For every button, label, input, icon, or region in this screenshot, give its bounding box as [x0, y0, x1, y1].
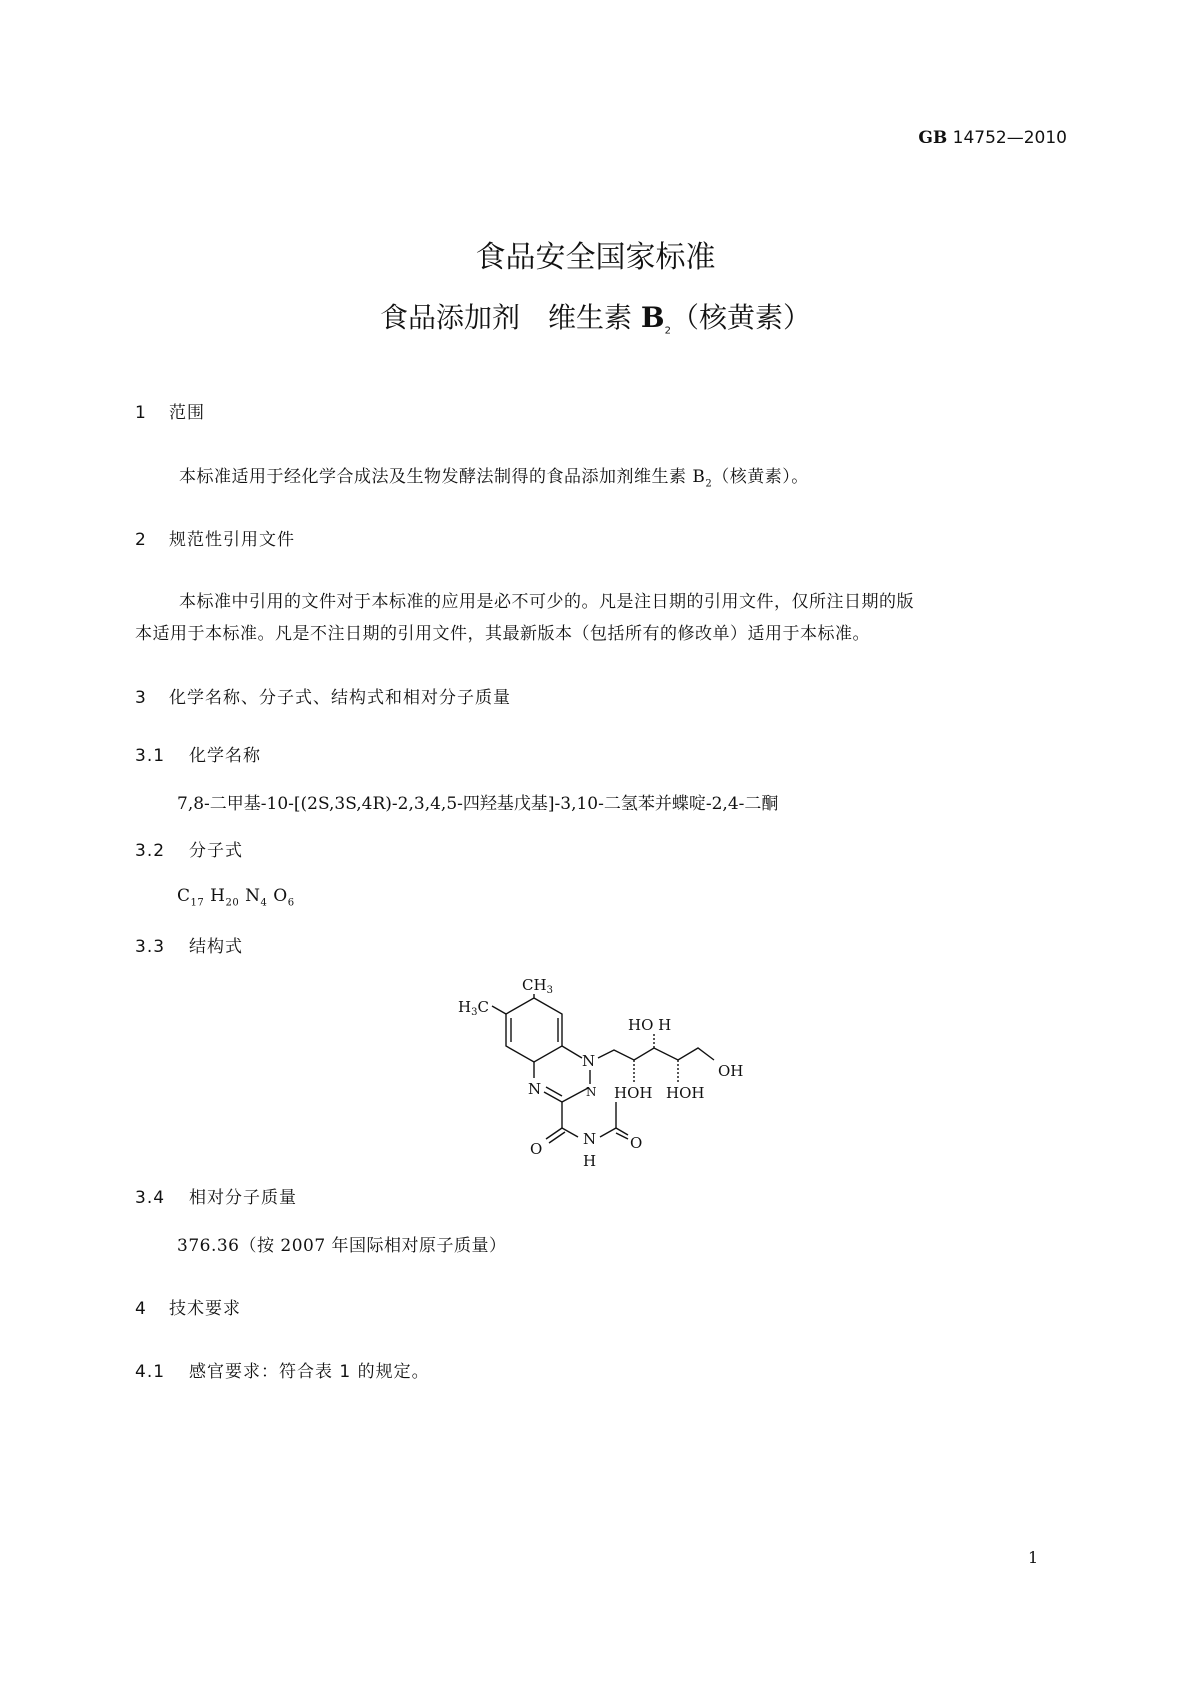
h3c-label: $H_3C$ — [458, 998, 489, 1018]
section-4-1-heading: 4.1 感官要求：符合表 1 的规定。 — [135, 1362, 430, 1382]
section-3-heading: 3 化学名称、分子式、结构式和相对分子质量 — [135, 688, 511, 708]
svg-text:O: O — [630, 1134, 643, 1152]
section-3-3-heading: 3.3 结构式 — [135, 937, 243, 957]
section-2-text-line2: 本适用于本标准。凡是不注日期的引用文件，其最新版本（包括所有的修改单）适用于本标准。 — [135, 624, 870, 644]
chemical-name: 7,8-二甲基-10-[(2S,3S,4R)-2,3,4,5-四羟基戊基]-3,10-二氢苯并蝶啶-2,4-二酮 — [177, 794, 779, 814]
section-1-heading: 1 范围 — [135, 403, 205, 423]
svg-text:N: N — [528, 1080, 542, 1098]
section-1-text: 本标准适用于经化学合成法及生物发酵法制得的食品添加剂维生素 $B_2$（核黄素）。 — [179, 467, 809, 490]
svg-text:N: N — [586, 1085, 597, 1099]
document-subtitle: 食品添加剂 维生素 $B_2$（核黄素） — [380, 301, 811, 337]
section-2-text-line1: 本标准中引用的文件对于本标准的应用是必不可少的。凡是注日期的引用文件，仅所注日期的版 — [179, 592, 914, 612]
standard-code: GB 14752—2010 — [918, 128, 1067, 148]
svg-text:H: H — [583, 1152, 597, 1170]
svg-text:HOH: HOH — [614, 1084, 653, 1102]
section-4-heading: 4 技术要求 — [135, 1299, 241, 1319]
svg-text:N: N — [583, 1130, 597, 1148]
document-title: 食品安全国家标准 — [475, 240, 716, 275]
structural-formula — [456, 970, 766, 1175]
molecular-mass: 376.36（按 2007 年国际相对原子质量） — [177, 1236, 507, 1256]
svg-text:O: O — [530, 1140, 543, 1158]
ch3-label: $CH_3$ — [522, 976, 553, 996]
svg-text:HOH: HOH — [666, 1084, 705, 1102]
molecular-formula: $C_{17}$ $H_{20}$ $N_4$ $O_6$ — [177, 886, 295, 909]
svg-text:OH: OH — [718, 1062, 744, 1080]
section-3-1-heading: 3.1 化学名称 — [135, 746, 261, 766]
section-2-heading: 2 规范性引用文件 — [135, 530, 295, 550]
section-3-4-heading: 3.4 相对分子质量 — [135, 1188, 297, 1208]
page-number: 1 — [1028, 1548, 1039, 1567]
svg-text:HO H: HO H — [628, 1016, 672, 1034]
svg-text:N: N — [582, 1052, 596, 1070]
section-3-2-heading: 3.2 分子式 — [135, 841, 243, 861]
